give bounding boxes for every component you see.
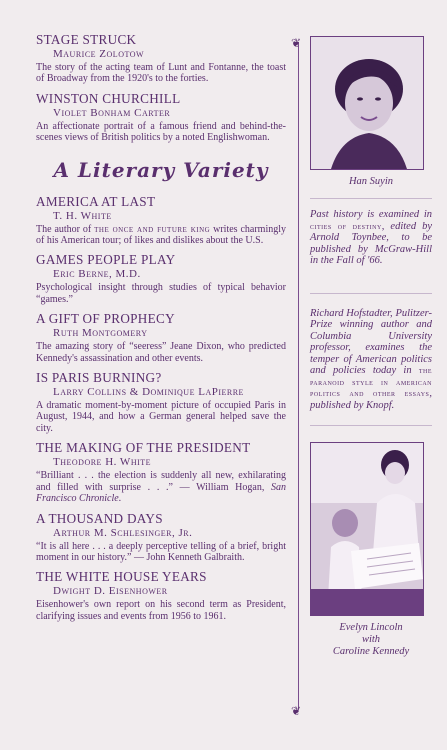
book-author: Dwight D. Eisenhower (53, 585, 168, 598)
book-description: An affectionate portrait of a famous friend and behind-the-scenes views of British politics by a noted Englishwoman. (36, 120, 286, 144)
section-heading: A Literary Variety (53, 157, 269, 182)
book-entry (36, 252, 286, 305)
column-divider (298, 42, 299, 710)
book-description: The author of the once and future king writes charmingly of his American tour; of likes and dislikes about the U.S. (36, 223, 286, 247)
book-list (36, 32, 286, 628)
book-title: THE MAKING OF THE PRESIDENT (36, 440, 251, 456)
separator (310, 198, 432, 199)
book-title: IS PARIS BURNING? (36, 370, 162, 386)
portrait-photo (310, 36, 424, 170)
book-author: Violet Bonham Carter (53, 106, 171, 119)
book-entry (36, 91, 286, 144)
book-author: Arthur M. Schlesinger, Jr. (53, 526, 193, 539)
group-image (311, 443, 423, 615)
divider-ornament-icon: ❦ (291, 704, 302, 718)
sidebar (310, 36, 432, 658)
divider-ornament-icon: ❦ (291, 36, 302, 50)
sidebar-note: Richard Hofstadter, Pulitzer-Prize winning author and Columbia University professor, examines the temper of American politics and policies today in the paranoid style in american politics and other essays, published by Knopf. (310, 307, 432, 411)
book-entry (36, 194, 286, 247)
book-description: The amazing story of “seeress” Jeane Dixon, who predicted Kennedy's assassination and other events. (36, 341, 286, 364)
book-entry (36, 511, 286, 564)
separator (310, 293, 432, 294)
book-author: T. H. White (53, 209, 112, 222)
book-entry (36, 569, 286, 622)
book-description: Psychological insight through studies of typical behavior “games.” (36, 282, 286, 305)
book-entry (36, 440, 286, 504)
group-photo (310, 442, 424, 616)
book-author: Eric Berne, M.D. (53, 268, 141, 281)
photo-caption: Evelyn Lincoln with Caroline Kennedy (332, 622, 410, 657)
photo-caption: Han Suyin (348, 176, 394, 187)
book-title: THE WHITE HOUSE YEARS (36, 569, 207, 585)
book-author: Ruth Montgomery (53, 327, 148, 340)
book-title: GAMES PEOPLE PLAY (36, 252, 176, 268)
book-description: “Brilliant . . . the election is suddenly all new, exhilarating and filled with surprise . . .” — William Hogan, San Francisco Chronicle. (36, 470, 286, 505)
sidebar-note: Past history is examined in cities of destiny, edited by Arnold Toynbee, to be published by McGraw-Hill in the Fall of '66. (310, 209, 432, 266)
separator (310, 425, 432, 426)
book-description: The story of the acting team of Lunt and Fontanne, the toast of Broadway from the 1920's to the forties. (36, 62, 286, 85)
book-description: Eisenhower's own report on his second term as President, clarifying issues and events from 1956 to 1961. (36, 599, 286, 622)
book-author: Maurice Zolotow (53, 48, 145, 60)
book-entry (36, 32, 286, 85)
book-entry (36, 370, 286, 434)
book-description: “It is all here . . . a deeply perceptive telling of a brief, bright moment in our history.” — John Kenneth Galbraith. (36, 540, 286, 563)
book-title: AMERICA AT LAST (36, 193, 156, 209)
book-entry (36, 311, 286, 364)
book-title: STAGE STRUCK (36, 32, 137, 47)
book-title: WINSTON CHURCHILL (36, 90, 181, 106)
book-title: A GIFT OF PROPHECY (36, 311, 175, 327)
portrait-image (311, 37, 423, 169)
book-author: Theodore H. White (53, 456, 152, 469)
book-title: A THOUSAND DAYS (36, 510, 163, 526)
book-description: A dramatic moment-by-moment picture of occupied Paris in August, 1944, and how a German general helped save the city. (36, 400, 286, 434)
book-author: Larry Collins & Dominique LaPierre (53, 386, 244, 399)
